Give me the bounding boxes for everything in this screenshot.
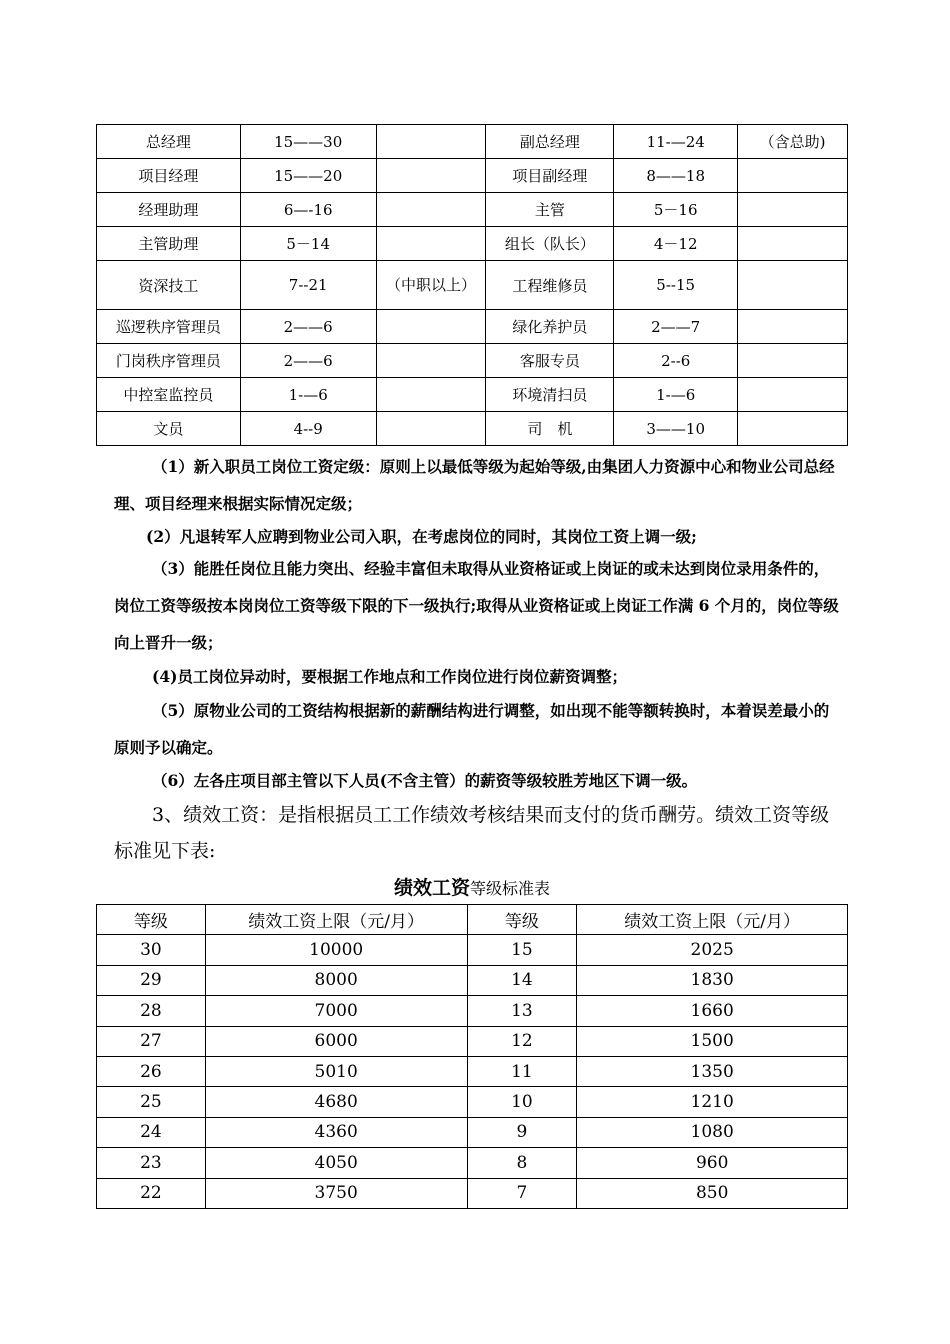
position-name: 主管助理 bbox=[97, 227, 241, 261]
position-name: 门岗秩序管理员 bbox=[97, 344, 241, 378]
amount-cell: 5010 bbox=[205, 1056, 467, 1086]
table-row bbox=[97, 1178, 848, 1208]
grade-range: 1-—6 bbox=[240, 378, 376, 412]
grade-range: 15——30 bbox=[240, 125, 376, 159]
grade-cell: 25 bbox=[97, 1087, 206, 1117]
performance-grade-table bbox=[96, 904, 848, 1209]
grade-cell: 24 bbox=[97, 1117, 206, 1147]
amount-cell: 10000 bbox=[205, 935, 467, 965]
position-note bbox=[376, 227, 486, 261]
grade-cell: 26 bbox=[97, 1056, 206, 1086]
table-row bbox=[97, 227, 848, 261]
grade-cell: 30 bbox=[97, 935, 206, 965]
position-note bbox=[376, 344, 486, 378]
position-name: 中控室监控员 bbox=[97, 378, 241, 412]
amount-cell: 850 bbox=[577, 1178, 848, 1208]
grade-cell: 8 bbox=[467, 1148, 577, 1178]
note-paragraph-6: （6）左各庄项目部主管以下人员(不含主管）的薪资等级较胜芳地区下调一级。 bbox=[152, 771, 698, 790]
grade-range: 2——6 bbox=[240, 344, 376, 378]
grade-range: 6—-16 bbox=[240, 193, 376, 227]
grade-range: 8——18 bbox=[614, 159, 738, 193]
amount-cell: 1210 bbox=[577, 1087, 848, 1117]
table-row bbox=[97, 193, 848, 227]
amount-cell: 1080 bbox=[577, 1117, 848, 1147]
grade-cell: 7 bbox=[467, 1178, 577, 1208]
performance-title-bold: 绩效工资 bbox=[393, 877, 470, 899]
amount-cell: 1830 bbox=[577, 965, 848, 995]
grade-range: 5--15 bbox=[614, 261, 738, 310]
position-note bbox=[376, 193, 486, 227]
performance-table-title bbox=[96, 873, 848, 900]
grade-cell: 12 bbox=[467, 1026, 577, 1056]
note-paragraph-5: （5）原物业公司的工资结构根据新的薪酬结构进行调整，如出现不能等额转换时，本着误差最小的原则予以确定。 bbox=[114, 701, 830, 757]
position-name: 客服专员 bbox=[486, 344, 614, 378]
grade-cell: 15 bbox=[467, 935, 577, 965]
amount-cell: 4680 bbox=[205, 1087, 467, 1117]
grade-cell: 29 bbox=[97, 965, 206, 995]
column-header: 绩效工资上限（元/月） bbox=[205, 905, 467, 935]
section-3-paragraph: 3、绩效工资：是指根据员工工作绩效考核结果而支付的货币酬劳。绩效工资等级标准见下表: bbox=[114, 804, 830, 862]
grade-cell: 10 bbox=[467, 1087, 577, 1117]
position-note bbox=[738, 412, 848, 446]
amount-cell: 2025 bbox=[577, 935, 848, 965]
position-note bbox=[376, 159, 486, 193]
position-note: （含总助) bbox=[738, 125, 848, 159]
position-note bbox=[738, 193, 848, 227]
position-note bbox=[738, 344, 848, 378]
position-name: 总经理 bbox=[97, 125, 241, 159]
grade-range: 2——7 bbox=[614, 310, 738, 344]
amount-cell: 6000 bbox=[205, 1026, 467, 1056]
position-note: （中职以上） bbox=[376, 261, 486, 310]
table-row bbox=[97, 310, 848, 344]
note-paragraph-4: (4)员工岗位异动时，要根据工作地点和工作岗位进行岗位薪资调整； bbox=[152, 667, 627, 686]
grade-range: 3——10 bbox=[614, 412, 738, 446]
table-row bbox=[97, 261, 848, 310]
grade-cell: 14 bbox=[467, 965, 577, 995]
amount-cell: 7000 bbox=[205, 996, 467, 1026]
amount-cell: 1500 bbox=[577, 1026, 848, 1056]
grade-range: 5－14 bbox=[240, 227, 376, 261]
position-note bbox=[376, 378, 486, 412]
table-row bbox=[97, 344, 848, 378]
amount-cell: 1660 bbox=[577, 996, 848, 1026]
position-name: 经理助理 bbox=[97, 193, 241, 227]
table-row bbox=[97, 125, 848, 159]
position-name: 副总经理 bbox=[486, 125, 614, 159]
grade-range: 15——20 bbox=[240, 159, 376, 193]
grade-range: 7--21 bbox=[240, 261, 376, 310]
amount-cell: 8000 bbox=[205, 965, 467, 995]
performance-title-rest: 等级标准表 bbox=[470, 879, 551, 898]
position-name: 绿化养护员 bbox=[486, 310, 614, 344]
grade-range: 2——6 bbox=[240, 310, 376, 344]
grade-range: 5－16 bbox=[614, 193, 738, 227]
table-row bbox=[97, 159, 848, 193]
position-name: 资深技工 bbox=[97, 261, 241, 310]
position-note bbox=[738, 261, 848, 310]
position-grade-table bbox=[96, 124, 848, 446]
note-paragraph-2: (2）凡退转军人应聘到物业公司入职，在考虑岗位的同时，其岗位工资上调一级; bbox=[146, 527, 697, 546]
note-paragraph-3: （3）能胜任岗位且能力突出、经验丰富但未取得从业资格证或上岗证的或未达到岗位录用条件的，岗位工资等级按本岗岗位工资等级下限的下一级执行;取得从业资格证或上岗证工作满 6 个月的，岗位等级向上晋升一级； bbox=[114, 559, 839, 652]
grade-range: 11-—24 bbox=[614, 125, 738, 159]
grade-range: 4--9 bbox=[240, 412, 376, 446]
amount-cell: 1350 bbox=[577, 1056, 848, 1086]
grade-cell: 11 bbox=[467, 1056, 577, 1086]
note-paragraph-1: （1）新入职员工岗位工资定级：原则上以最低等级为起始等级,由集团人力资源中心和物业公司总经理、项目经理来根据实际情况定级； bbox=[114, 457, 835, 513]
amount-cell: 3750 bbox=[205, 1178, 467, 1208]
amount-cell: 4050 bbox=[205, 1148, 467, 1178]
grade-range: 4－12 bbox=[614, 227, 738, 261]
table-row bbox=[97, 412, 848, 446]
grade-cell: 13 bbox=[467, 996, 577, 1026]
table-header-row bbox=[97, 905, 848, 935]
grade-range: 2--6 bbox=[614, 344, 738, 378]
column-header: 绩效工资上限（元/月） bbox=[577, 905, 848, 935]
position-name: 项目经理 bbox=[97, 159, 241, 193]
position-name: 文员 bbox=[97, 412, 241, 446]
grade-cell: 23 bbox=[97, 1148, 206, 1178]
position-note bbox=[738, 378, 848, 412]
position-note bbox=[376, 125, 486, 159]
table-row bbox=[97, 935, 848, 965]
position-name: 组长（队长） bbox=[486, 227, 614, 261]
position-name: 巡逻秩序管理员 bbox=[97, 310, 241, 344]
table-row bbox=[97, 1056, 848, 1086]
grade-cell: 9 bbox=[467, 1117, 577, 1147]
table-row bbox=[97, 1117, 848, 1147]
position-note bbox=[738, 227, 848, 261]
position-note bbox=[376, 310, 486, 344]
amount-cell: 4360 bbox=[205, 1117, 467, 1147]
column-header: 等级 bbox=[467, 905, 577, 935]
grade-range: 1-—6 bbox=[614, 378, 738, 412]
position-name: 主管 bbox=[486, 193, 614, 227]
position-note bbox=[738, 310, 848, 344]
position-name: 司 机 bbox=[486, 412, 614, 446]
position-name: 项目副经理 bbox=[486, 159, 614, 193]
table-row bbox=[97, 1087, 848, 1117]
table-row bbox=[97, 996, 848, 1026]
table-row bbox=[97, 1148, 848, 1178]
position-note bbox=[738, 159, 848, 193]
table-row bbox=[97, 965, 848, 995]
grade-cell: 27 bbox=[97, 1026, 206, 1056]
position-note bbox=[376, 412, 486, 446]
column-header: 等级 bbox=[97, 905, 206, 935]
position-name: 工程维修员 bbox=[486, 261, 614, 310]
table-row bbox=[97, 1026, 848, 1056]
table-row bbox=[97, 378, 848, 412]
grade-cell: 28 bbox=[97, 996, 206, 1026]
amount-cell: 960 bbox=[577, 1148, 848, 1178]
position-name: 环境清扫员 bbox=[486, 378, 614, 412]
grade-cell: 22 bbox=[97, 1178, 206, 1208]
